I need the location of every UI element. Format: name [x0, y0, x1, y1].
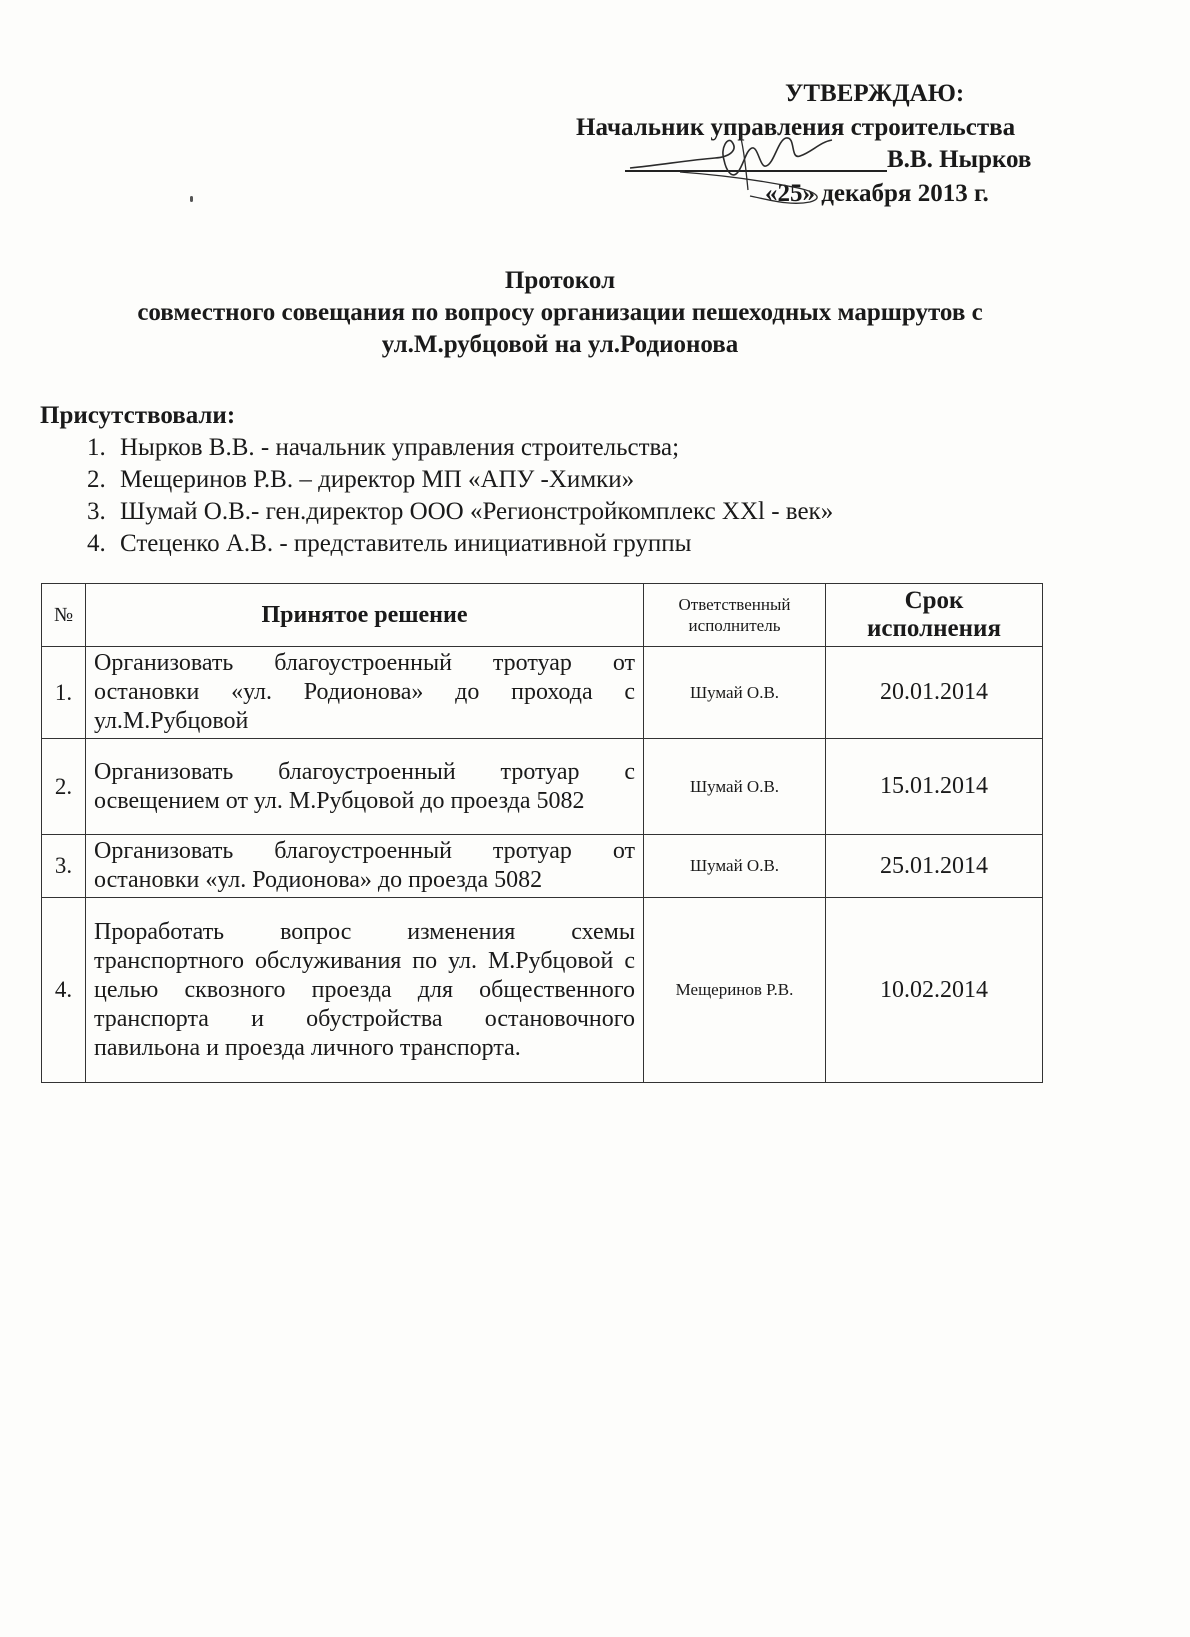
handwritten-signature [620, 120, 850, 230]
row-deadline: 10.02.2014 [826, 898, 1043, 1083]
approval-date: «25» декабря 2013 г. [765, 180, 989, 207]
approval-title: УТВЕРЖДАЮ: [785, 80, 965, 107]
approver-position: Начальник управления строительства [576, 114, 1016, 141]
table-row [42, 647, 1043, 739]
attendee-item: 3. Шумай О.В.- ген.директор ООО «Регионстройкомплекс XXl - век» [112, 496, 833, 528]
header-responsible-line2: исполнитель [688, 616, 781, 635]
attendees-label: Присутствовали: [40, 402, 236, 429]
header-number: № [42, 584, 86, 647]
header-deadline-line1: Срок [904, 587, 964, 614]
row-number: 1. [42, 647, 86, 739]
heading-subtitle-line2: ул.М.рубцовой на ул.Родионова [381, 331, 739, 358]
attendee-item: 2. Мещеринов Р.В. – директор МП «АПУ -Химки» [112, 464, 833, 496]
row-deadline: 15.01.2014 [826, 739, 1043, 835]
row-deadline: 25.01.2014 [826, 835, 1043, 898]
heading-subtitle-line1: совместного совещания по вопросу организации пешеходных маршрутов с [137, 299, 983, 326]
heading-title: Протокол [504, 267, 616, 294]
attendee-item: 4. Стеценко А.В. - представитель инициативной группы [112, 528, 833, 560]
attendees-section [40, 400, 833, 560]
row-decision: Проработать вопрос изменения схемы транспортного обслуживания по ул. М.Рубцовой с целью сквозного проезда для общественного транспорта и обустройства остановочного павильона и проезда личного транспорта. [86, 898, 644, 1083]
table-header-row [42, 584, 1043, 647]
row-responsible: Шумай О.В. [644, 647, 826, 739]
header-responsible-line1: Ответственный [678, 595, 791, 614]
header-deadline-line2: исполнения [867, 615, 1001, 642]
document-heading [40, 265, 1080, 361]
row-number: 3. [42, 835, 86, 898]
header-deadline [826, 584, 1043, 647]
table-row [42, 835, 1043, 898]
row-responsible: Шумай О.В. [644, 739, 826, 835]
row-decision: Организовать благоустроенный тротуар от остановки «ул. Родионова» до прохода с ул.М.Рубцовой [86, 647, 644, 739]
row-deadline: 20.01.2014 [826, 647, 1043, 739]
header-decision: Принятое решение [86, 584, 644, 647]
decisions-table [41, 583, 1043, 1083]
attendees-list [40, 432, 833, 560]
row-number: 2. [42, 739, 86, 835]
row-decision: Организовать благоустроенный тротуар с освещением от ул. М.Рубцовой до проезда 5082 [86, 739, 644, 835]
row-number: 4. [42, 898, 86, 1083]
scan-speck [190, 196, 193, 202]
attendee-item: 1. Нырков В.В. - начальник управления строительства; [112, 432, 833, 464]
table-row [42, 898, 1043, 1083]
header-responsible [644, 584, 826, 647]
row-responsible: Шумай О.В. [644, 835, 826, 898]
row-responsible: Мещеринов Р.В. [644, 898, 826, 1083]
row-decision: Организовать благоустроенный тротуар от остановки «ул. Родионова» до проезда 5082 [86, 835, 644, 898]
table-row [42, 739, 1043, 835]
approver-name: В.В. Нырков [887, 146, 1032, 173]
